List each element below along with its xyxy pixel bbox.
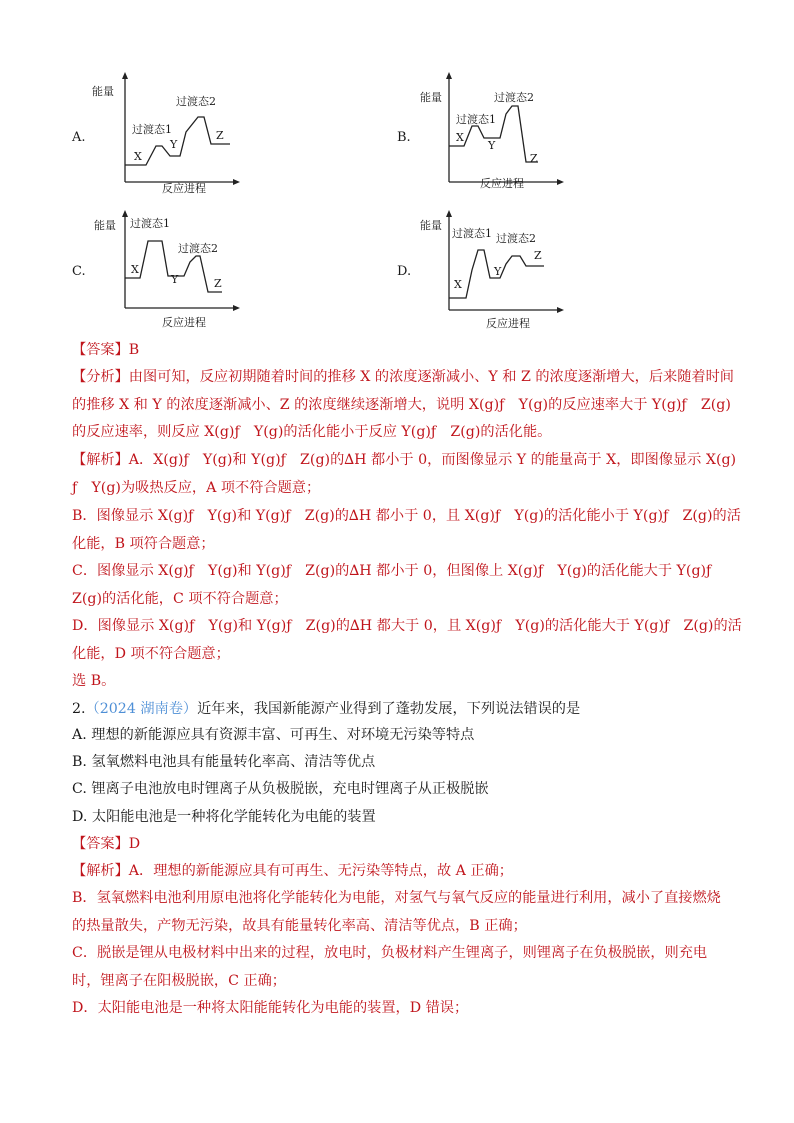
y-label: Y — [494, 265, 502, 278]
explain-tag: 【解析】 — [72, 452, 129, 468]
ts1-label: 过渡态1 — [452, 227, 492, 240]
q1-explain-line-3: B．图像显示 X(g)ƒ Y(g)和 Y(g)ƒ Z(g)的∆H 都小于 0，且 X(g)ƒ Y(g)的活化能小于 Y(g)ƒ Z(g)的活 — [72, 508, 741, 524]
q2-option-d: D. 太阳能电池是一种将化学能转化为电能的装置 — [72, 809, 376, 825]
q1-analysis-line-1 — [72, 368, 732, 386]
x-axis-label: 反应进程 — [486, 317, 530, 330]
ts2-label: 过渡态2 — [494, 91, 534, 104]
explain-tag: 【解析】 — [72, 863, 129, 879]
q2-option-b: B. 氢氧燃料电池具有能量转化率高、清洁等优点 — [72, 754, 376, 770]
q2-explain-line-1 — [72, 862, 732, 880]
q2-option-c: C. 锂离子电池放电时锂离子从负极脱嵌，充电时锂离子从正极脱嵌 — [72, 781, 489, 797]
question-text: 近年来，我国新能源产业得到了蓬勃发展，下列说法错误的是 — [197, 701, 581, 717]
y-axis-label: 能量 — [92, 85, 114, 98]
q2-answer — [72, 835, 732, 853]
q2-explain-line-4: C．脱嵌是锂从电极材料中出来的过程，放电时，负极材料产生锂离子，则锂离子在负极脱嵌，则充电 — [72, 945, 708, 961]
question-source: （2024 湖南卷） — [85, 701, 198, 717]
question-number: 2. — [72, 701, 86, 717]
x-label: X — [134, 150, 142, 163]
option-d-letter: D. — [397, 264, 412, 279]
q1-explain-line-6: Z(g)的活化能，C 项不符合题意； — [72, 591, 288, 607]
energy-diagram-c — [90, 208, 280, 328]
analysis-tag: 【分析】 — [72, 369, 129, 385]
option-b-letter: B. — [397, 130, 411, 145]
q2-option-a: A. 理想的新能源应具有资源丰富、可再生、对环境无污染等特点 — [72, 727, 475, 743]
y-axis-label: 能量 — [420, 91, 442, 104]
q1-explain-line-5: C．图像显示 X(g)ƒ Y(g)和 Y(g)ƒ Z(g)的∆H 都小于 0，但图像上 X(g)ƒ Y(g)的活化能大于 Y(g)ƒ — [72, 563, 712, 579]
analysis-text: 由图可知，反应初期随着时间的推移 X 的浓度逐渐减小、Y 和 Z 的浓度逐渐增大，后来随着时间 — [128, 369, 734, 385]
explain-text: A．X(g)ƒ Y(g)和 Y(g)ƒ Z(g)的∆H 都小于 0，而图像显示 Y 的能量高于 X，即图像显示 X(g) — [128, 452, 737, 468]
answer-tag: 【答案】 — [72, 342, 129, 358]
q1-explain-line-1 — [72, 451, 737, 469]
option-c-letter: C. — [72, 264, 86, 279]
q1-explain-line-2: ƒ Y(g)为吸热反应，A 项不符合题意； — [72, 480, 321, 496]
q1-analysis-line-2: 的推移 X 和 Y 的浓度逐渐减小、Z 的浓度继续逐渐增大，说明 X(g)ƒ Y(g)的反应速率大于 Y(g)ƒ Z(g) — [72, 397, 731, 413]
x-axis-label: 反应进程 — [162, 182, 206, 195]
ts2-label: 过渡态2 — [496, 232, 536, 245]
ts1-label: 过渡态1 — [130, 217, 170, 230]
option-a-letter: A. — [72, 130, 86, 145]
ts2-label: 过渡态2 — [176, 95, 216, 108]
x-label: X — [456, 131, 464, 144]
q1-explain-line-4: 化能，B 项符合题意； — [72, 536, 215, 552]
x-label: X — [454, 278, 462, 291]
ts1-label: 过渡态1 — [132, 123, 172, 136]
y-axis-label: 能量 — [94, 219, 116, 232]
z-label: Z — [214, 277, 222, 290]
x-axis-label: 反应进程 — [480, 177, 524, 190]
z-label: Z — [534, 249, 542, 262]
x-label: X — [131, 263, 139, 276]
x-axis-label: 反应进程 — [162, 316, 206, 329]
q1-explain-line-8: 化能，D 项不符合题意； — [72, 646, 230, 662]
q2-explain-line-3: 的热量散失，产物无污染，故具有能量转化率高、清洁等优点，B 正确； — [72, 918, 527, 934]
explain-text: A．理想的新能源应具有可再生、无污染等特点，故 A 正确； — [128, 863, 513, 879]
energy-diagram-b — [414, 70, 604, 190]
energy-diagram-d — [414, 208, 604, 328]
energy-diagram-a — [90, 70, 280, 195]
q1-analysis-line-3: 的反应速率，则反应 X(g)ƒ Y(g)的活化能小于反应 Y(g)ƒ Z(g)的活化能。 — [72, 424, 552, 440]
y-label: Y — [170, 138, 178, 151]
q2-explain-line-6: D．太阳能电池是一种将太阳能能转化为电能的装置，D 错误； — [72, 1000, 469, 1016]
answer-value: B — [128, 342, 140, 358]
q2-stem — [72, 700, 732, 718]
answer-value: D — [128, 836, 141, 852]
ts1-label: 过渡态1 — [456, 113, 496, 126]
y-label: Y — [171, 273, 179, 286]
ts2-label: 过渡态2 — [178, 242, 218, 255]
z-label: Z — [216, 129, 224, 142]
q1-explain-line-9: 选 B。 — [72, 673, 116, 689]
y-axis-label: 能量 — [420, 219, 442, 232]
q2-explain-line-2: B．氢氧燃料电池利用原电池将化学能转化为电能，对氢气与氧气反应的能量进行利用，减小了直接燃烧 — [72, 890, 721, 906]
y-label: Y — [488, 139, 496, 152]
q1-explain-line-7: D．图像显示 X(g)ƒ Y(g)和 Y(g)ƒ Z(g)的∆H 都大于 0，且 X(g)ƒ Y(g)的活化能大于 Y(g)ƒ Z(g)的活 — [72, 618, 742, 634]
answer-tag: 【答案】 — [72, 836, 129, 852]
q2-explain-line-5: 时，锂离子在阳极脱嵌，C 正确； — [72, 973, 286, 989]
z-label: Z — [530, 152, 538, 165]
q1-answer — [72, 341, 732, 359]
